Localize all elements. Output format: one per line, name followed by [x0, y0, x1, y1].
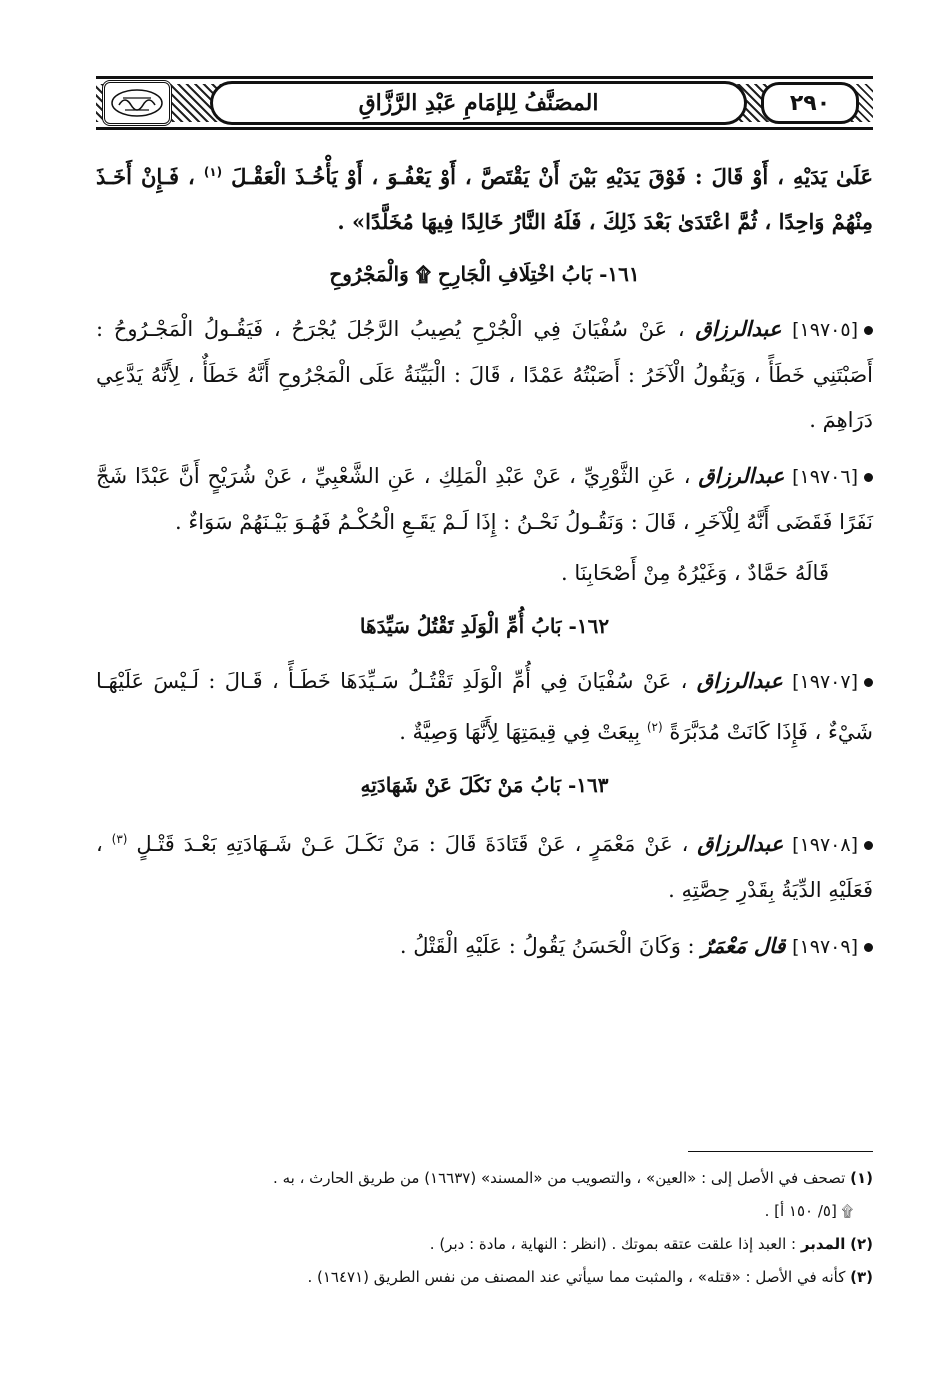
footnote-label: (١)	[850, 1169, 873, 1187]
hadith-author: عبدالرزاق	[697, 831, 784, 856]
bullet-icon	[864, 841, 873, 850]
footnote-1-folio: ۩ [٥/ ١٥٠ أ] .	[764, 1202, 853, 1220]
hadith-author: قال مَعْمَرٌ	[701, 933, 786, 958]
hadith-19707	[96, 658, 873, 755]
header-title-cartouche	[210, 81, 747, 125]
footnote-1	[96, 1162, 873, 1195]
header-rule-bottom	[96, 127, 873, 130]
hadith-number: [١٩٧٠٨]	[792, 834, 859, 856]
hadith-author: عبدالرزاق	[698, 463, 785, 488]
bullet-icon	[864, 943, 873, 952]
hadith-text: ، عَنِ الثَّوْرِيِّ ، عَنْ عَبْدِ الْمَلِكِ ، عَنِ الشَّعْبِيِّ ، عَنْ شُرَيْحٍ أَنَّ عَبْدًا شَجَّ نَفَرًا فَقَضَى أَنَّهُ لِلْآخَرِ ، قَالَ : وَنَقُـولُ نَحْـنُ : إِذَا لَـمْ يَقَـعِ الْحُكْـمُ فَهُـوَ بَيْـنَهُمْ سَوَاءٌ .	[96, 464, 873, 534]
footnote-2	[96, 1228, 873, 1261]
hadith-19706	[96, 453, 873, 545]
footnote-text: كأنه في الأصل : «قتله» ، والمثبت مما سيأتي عند المصنف من نفس الطريق (١٦٤٧١) .	[307, 1268, 846, 1286]
footnote-label: (٣)	[850, 1268, 873, 1286]
footnote-3	[96, 1261, 873, 1294]
hadith-text: ، عَنْ سُفْيَانَ فِي أُمِّ الْوَلَدِ تَقْتُـلُ سَـيِّدَهَا خَطَـأً ، قَـالَ : لَـيْسَ عَلَيْهَـا شَيْءٌ ، فَإِذَا كَانَتْ مُدَبَّرَةً	[96, 669, 873, 744]
chapter-heading-162: ١٦٢- بَابُ أُمِّ الْوَلَدِ تَقْتُلُ سَيِّدَهَا	[359, 614, 610, 638]
header-rule-top	[96, 76, 873, 79]
footnote-ref-2[interactable]: (٢)	[646, 720, 663, 734]
hadith-author: عبدالرزاق	[696, 668, 783, 693]
page-header	[96, 76, 873, 130]
hadith-number: [١٩٧٠٦]	[792, 466, 858, 488]
hadith-19706-note: قَالَهُ حَمَّادٌ ، وَغَيْرُهُ مِنْ أَصْحَابِنَا .	[561, 561, 829, 585]
hadith-19709	[96, 923, 873, 970]
opening-text: عَلَىٰ يَدَيْهِ ، أَوْ قَالَ : فَوْقَ يَدَيْهِ بَيْنَ أَنْ يَقْتَصَّ ، أَوْ يَعْفُـوَ ، أَوْ يَأْخُـذَ الْعَقْـلَ	[231, 164, 874, 189]
footnote-text: : العبد إذا علقت عتقه بموتك . (انظر : النهاية ، مادة : دبر) .	[429, 1235, 797, 1253]
footnote-ref-3[interactable]: (٣)	[111, 832, 128, 846]
hadith-author: عبدالرزاق	[695, 316, 782, 341]
hadith-text: ، عَنْ سُفْيَانَ فِي الْجُرْحِ يُصِيبُ الرَّجُلَ يُجْرَحُ ، فَيَقُـولُ الْمَجْـرُوحُ : أَصَبْتَنِي خَطَأً ، وَيَقُولُ الْآخَرُ : أَصَبْتُهُ عَمْدًا ، قَالَ : الْبَيِّنَةُ عَلَى الْمَجْرُوحِ أَنَّهُ خَطَأٌ ، لِأَنَّهُ يَدَّعِي دَرَاهِمَ .	[96, 317, 873, 432]
footnote-ref-1[interactable]: (١)	[203, 165, 223, 179]
hadith-number: [١٩٧٠٧]	[792, 671, 858, 693]
page-number: ٢٩٠	[789, 90, 831, 116]
chapter-heading-161: ١٦١- بَابُ اخْتِلَافِ الْجَارِحِ ۩ وَالْمَجْرُوحِ	[329, 262, 640, 286]
footnote-term: المدبر	[800, 1235, 846, 1253]
bullet-icon	[864, 326, 873, 335]
opening-text-line2: مِنْهُمْ وَاحِدًا ، ثُمَّ اعْتَدَىٰ بَعْدَ ذَلِكَ ، فَلَهُ النَّارُ خَالِدًا فِيهَا مُخَلَّدًا» .	[337, 209, 873, 234]
bullet-icon	[864, 473, 873, 482]
footnote-label: (٢)	[850, 1235, 873, 1253]
book-seal-logo	[102, 80, 172, 126]
hadith-19708	[96, 817, 873, 913]
hadith-text: : وَكَانَ الْحَسَنُ يَقُولُ : عَلَيْهِ الْقَتْلُ .	[399, 934, 695, 958]
hadith-text: ، عَنْ مَعْمَرٍ ، عَنْ قَتَادَةَ قَالَ : مَنْ نَكَـلَ عَـنْ شَـهَادَتِهِ بَعْـدَ قَتْـلٍ	[136, 832, 689, 856]
chapter-heading-163: ١٦٣- بَابُ مَنْ نَكَلَ عَنْ شَهَادَتِهِ	[360, 773, 609, 797]
hadith-19705	[96, 306, 873, 443]
hadith-number: [١٩٧٠٩]	[792, 936, 858, 958]
hadith-text-end: بِيعَتْ فِي قِيمَتِهَا لِأَنَّهَا وَصِيَّةٌ .	[399, 720, 641, 744]
bullet-icon	[864, 678, 873, 687]
page-number-box	[761, 82, 859, 124]
hadith-number: [١٩٧٠٥]	[792, 319, 858, 341]
opening-text-end: ، فَـإِنْ أَخَـذَ	[96, 164, 195, 189]
opening-paragraph	[96, 150, 873, 244]
hadith-text-end: ، فَعَلَيْهِ الدِّيَةُ بِقَدْرِ حِصَّتِهِ .	[96, 832, 873, 902]
footnote-text: تصحف في الأصل إلى : «العين» ، والتصويب من «المسند» (١٦٦٣٧) من طريق الحارث ، به .	[273, 1169, 846, 1187]
running-title: المصَنَّفُ لِلإمَامِ عَبْدِ الرَّزَّاقِ	[358, 90, 599, 116]
footnotes	[96, 1162, 873, 1294]
seal-calligraphy-icon	[109, 87, 165, 119]
page-body	[96, 150, 873, 976]
footnote-separator	[688, 1151, 873, 1152]
